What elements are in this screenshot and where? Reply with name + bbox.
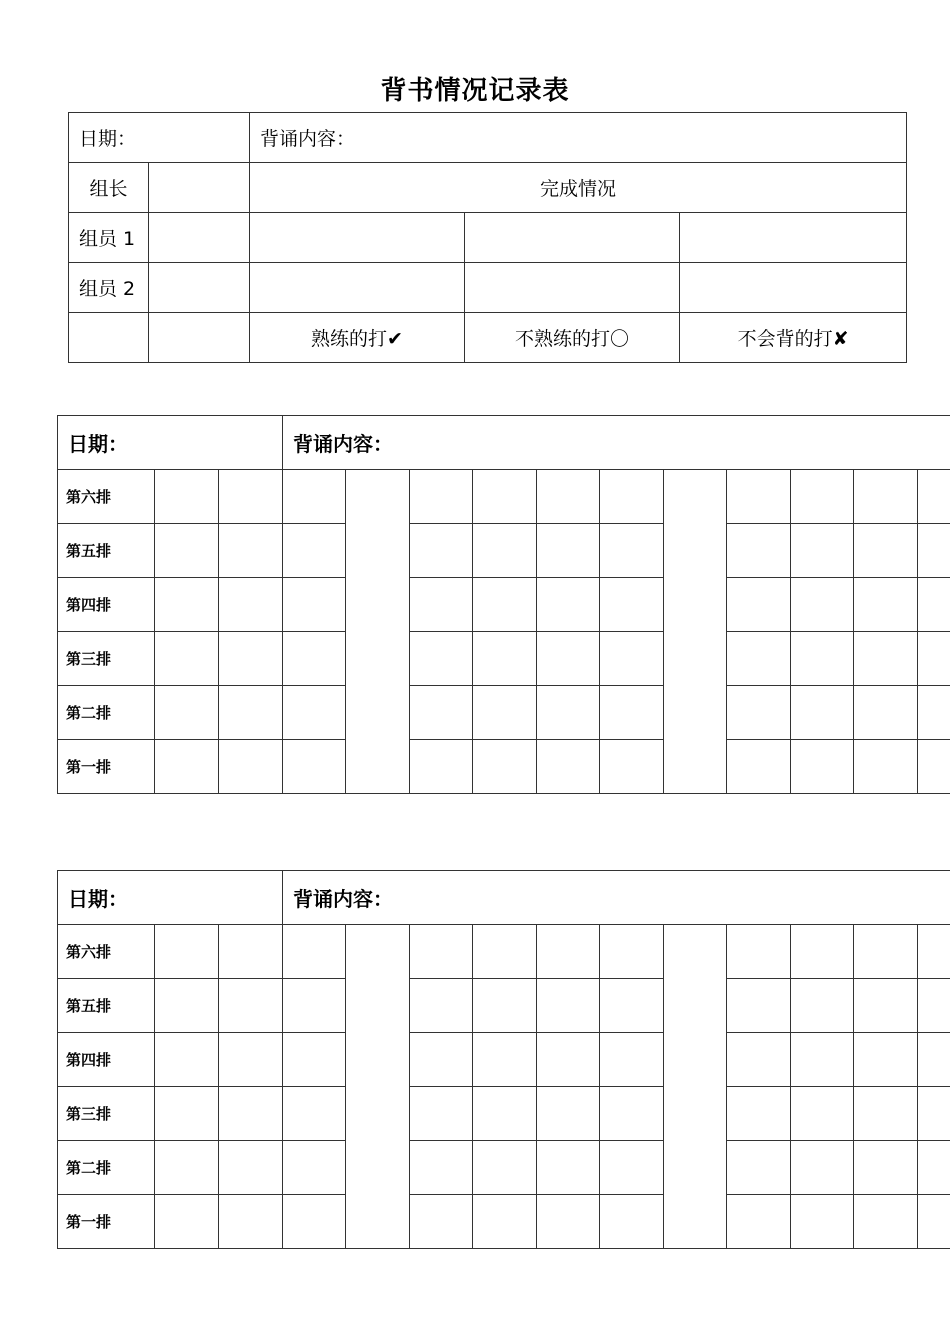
seat-cell[interactable] bbox=[155, 1087, 219, 1141]
seat-cell[interactable] bbox=[600, 979, 664, 1033]
seat-cell[interactable] bbox=[600, 1195, 664, 1249]
seat-cell[interactable] bbox=[854, 470, 918, 524]
seat-cell[interactable] bbox=[918, 1195, 950, 1249]
row-label: 第五排 bbox=[58, 979, 155, 1033]
table-row bbox=[58, 1087, 950, 1141]
seat-cell[interactable] bbox=[219, 740, 283, 794]
seat-cell[interactable] bbox=[854, 1141, 918, 1195]
seat-cell[interactable] bbox=[155, 578, 219, 632]
seat-cell[interactable] bbox=[155, 686, 219, 740]
seat-cell[interactable] bbox=[918, 470, 950, 524]
seat-cell[interactable] bbox=[600, 1141, 664, 1195]
seat-cell[interactable] bbox=[155, 470, 219, 524]
completion-header: 完成情况 bbox=[250, 163, 907, 213]
page-title: 背书情况记录表 bbox=[380, 76, 570, 106]
seat-cell[interactable] bbox=[918, 1033, 950, 1087]
seat-cell[interactable] bbox=[537, 740, 600, 794]
table-row bbox=[58, 740, 950, 794]
seat-cell[interactable] bbox=[473, 1195, 537, 1249]
seat-cell[interactable] bbox=[283, 925, 346, 979]
seat-cell[interactable] bbox=[219, 632, 283, 686]
seat-cell[interactable] bbox=[155, 1141, 219, 1195]
seat-cell[interactable] bbox=[600, 925, 664, 979]
seat-cell[interactable] bbox=[473, 1033, 537, 1087]
seat-cell[interactable] bbox=[791, 979, 854, 1033]
seat-cell[interactable] bbox=[155, 979, 219, 1033]
aisle-column bbox=[346, 470, 410, 794]
seat-cell[interactable] bbox=[918, 578, 950, 632]
seat-cell[interactable] bbox=[537, 470, 600, 524]
seat-cell[interactable] bbox=[537, 979, 600, 1033]
seat-cell[interactable] bbox=[854, 1195, 918, 1249]
member2-name-cell[interactable] bbox=[149, 263, 250, 313]
seat-cell[interactable] bbox=[791, 632, 854, 686]
table-row bbox=[58, 925, 950, 979]
group-summary-table bbox=[68, 112, 907, 363]
table-row bbox=[58, 686, 950, 740]
seat-cell[interactable] bbox=[537, 524, 600, 578]
legend-fluent: 熟练的打✔ bbox=[250, 313, 465, 363]
row-label: 第一排 bbox=[58, 1195, 155, 1249]
legend-cannot: 不会背的打✘ bbox=[680, 313, 907, 363]
seat-cell[interactable] bbox=[600, 1033, 664, 1087]
seat-cell[interactable] bbox=[219, 925, 283, 979]
seat-cell[interactable] bbox=[410, 1141, 473, 1195]
seat-cell[interactable] bbox=[537, 686, 600, 740]
seating-chart-table bbox=[57, 415, 950, 794]
blank-cell bbox=[149, 313, 250, 363]
seat-cell[interactable] bbox=[473, 470, 537, 524]
seat-cell[interactable] bbox=[473, 632, 537, 686]
seat-cell[interactable] bbox=[791, 470, 854, 524]
table-row bbox=[58, 524, 950, 578]
seat-cell[interactable] bbox=[283, 470, 346, 524]
aisle-column bbox=[346, 925, 410, 1249]
seat-cell[interactable] bbox=[727, 470, 791, 524]
table-row bbox=[58, 1033, 950, 1087]
content-label: 背诵内容： bbox=[250, 113, 907, 163]
seat-cell[interactable] bbox=[410, 686, 473, 740]
member2-result-cell[interactable] bbox=[250, 263, 465, 313]
row-label: 第三排 bbox=[58, 1087, 155, 1141]
row-label: 第六排 bbox=[58, 925, 155, 979]
seat-cell[interactable] bbox=[600, 524, 664, 578]
seat-cell[interactable] bbox=[791, 1033, 854, 1087]
seat-cell[interactable] bbox=[727, 740, 791, 794]
aisle-column bbox=[664, 470, 727, 794]
seat-cell[interactable] bbox=[791, 925, 854, 979]
seat-cell[interactable] bbox=[219, 524, 283, 578]
seat-cell[interactable] bbox=[283, 740, 346, 794]
seat-cell[interactable] bbox=[410, 524, 473, 578]
member1-name-cell[interactable] bbox=[149, 213, 250, 263]
seat-cell[interactable] bbox=[537, 1087, 600, 1141]
seat-cell[interactable] bbox=[791, 1195, 854, 1249]
member2-label: 组员 2 bbox=[69, 263, 149, 313]
seat-cell[interactable] bbox=[219, 1141, 283, 1195]
seat-cell[interactable] bbox=[600, 1087, 664, 1141]
seat-cell[interactable] bbox=[283, 686, 346, 740]
member1-result-cell[interactable] bbox=[465, 213, 680, 263]
seat-cell[interactable] bbox=[854, 925, 918, 979]
seat-cell[interactable] bbox=[537, 578, 600, 632]
seat-cell[interactable] bbox=[283, 632, 346, 686]
seat-cell[interactable] bbox=[918, 740, 950, 794]
row-label: 第二排 bbox=[58, 1141, 155, 1195]
seat-cell[interactable] bbox=[791, 1141, 854, 1195]
seat-cell[interactable] bbox=[854, 686, 918, 740]
seat-cell[interactable] bbox=[918, 1141, 950, 1195]
member1-result-cell[interactable] bbox=[680, 213, 907, 263]
seat-cell[interactable] bbox=[473, 686, 537, 740]
seat-cell[interactable] bbox=[283, 1033, 346, 1087]
seat-cell[interactable] bbox=[219, 1087, 283, 1141]
row-label: 第六排 bbox=[58, 470, 155, 524]
row-label: 第四排 bbox=[58, 1033, 155, 1087]
seat-cell[interactable] bbox=[791, 524, 854, 578]
blank-cell bbox=[69, 313, 149, 363]
legend-not-fluent: 不熟练的打〇 bbox=[465, 313, 680, 363]
aisle-column bbox=[664, 925, 727, 1249]
seat-cell[interactable] bbox=[283, 979, 346, 1033]
seat-cell[interactable] bbox=[155, 524, 219, 578]
content-label: 背诵内容： bbox=[283, 416, 950, 470]
seat-cell[interactable] bbox=[727, 1141, 791, 1195]
seat-cell[interactable] bbox=[410, 632, 473, 686]
seat-cell[interactable] bbox=[410, 578, 473, 632]
seat-cell[interactable] bbox=[410, 1195, 473, 1249]
seat-cell[interactable] bbox=[155, 632, 219, 686]
seat-cell[interactable] bbox=[727, 1033, 791, 1087]
seat-cell[interactable] bbox=[155, 1195, 219, 1249]
seat-cell[interactable] bbox=[410, 470, 473, 524]
member2-result-cell[interactable] bbox=[680, 263, 907, 313]
seat-cell[interactable] bbox=[537, 1033, 600, 1087]
leader-cell[interactable] bbox=[149, 163, 250, 213]
seat-cell[interactable] bbox=[727, 1195, 791, 1249]
seat-cell[interactable] bbox=[727, 524, 791, 578]
seat-cell[interactable] bbox=[918, 524, 950, 578]
seating-chart-table bbox=[57, 870, 950, 1249]
date-label: 日期： bbox=[58, 871, 283, 925]
row-label: 第五排 bbox=[58, 524, 155, 578]
table-row bbox=[58, 632, 950, 686]
date-label: 日期： bbox=[58, 416, 283, 470]
seat-cell[interactable] bbox=[600, 632, 664, 686]
seat-cell[interactable] bbox=[791, 578, 854, 632]
seat-cell[interactable] bbox=[283, 1141, 346, 1195]
seat-cell[interactable] bbox=[283, 1195, 346, 1249]
seat-cell[interactable] bbox=[473, 740, 537, 794]
seat-cell[interactable] bbox=[727, 979, 791, 1033]
seat-cell[interactable] bbox=[155, 740, 219, 794]
content-label: 背诵内容： bbox=[283, 871, 950, 925]
seat-cell[interactable] bbox=[537, 1141, 600, 1195]
seat-cell[interactable] bbox=[918, 686, 950, 740]
seat-cell[interactable] bbox=[854, 1033, 918, 1087]
seat-cell[interactable] bbox=[918, 632, 950, 686]
member2-result-cell[interactable] bbox=[465, 263, 680, 313]
seat-cell[interactable] bbox=[473, 1141, 537, 1195]
seat-cell[interactable] bbox=[854, 740, 918, 794]
seat-cell[interactable] bbox=[727, 925, 791, 979]
seat-cell[interactable] bbox=[600, 740, 664, 794]
member1-result-cell[interactable] bbox=[250, 213, 465, 263]
leader-label: 组长 bbox=[69, 163, 149, 213]
seat-cell[interactable] bbox=[473, 925, 537, 979]
row-label: 第二排 bbox=[58, 686, 155, 740]
seat-cell[interactable] bbox=[283, 524, 346, 578]
seat-cell[interactable] bbox=[854, 578, 918, 632]
seat-cell[interactable] bbox=[918, 925, 950, 979]
seat-cell[interactable] bbox=[854, 524, 918, 578]
seat-cell[interactable] bbox=[791, 686, 854, 740]
seat-cell[interactable] bbox=[219, 1033, 283, 1087]
seat-cell[interactable] bbox=[155, 1033, 219, 1087]
seat-cell[interactable] bbox=[410, 979, 473, 1033]
row-label: 第三排 bbox=[58, 632, 155, 686]
seat-cell[interactable] bbox=[854, 979, 918, 1033]
seat-cell[interactable] bbox=[537, 632, 600, 686]
seat-cell[interactable] bbox=[727, 578, 791, 632]
seat-cell[interactable] bbox=[791, 740, 854, 794]
seat-cell[interactable] bbox=[537, 1195, 600, 1249]
seat-cell[interactable] bbox=[727, 686, 791, 740]
seat-cell[interactable] bbox=[410, 740, 473, 794]
seat-cell[interactable] bbox=[219, 1195, 283, 1249]
seat-cell[interactable] bbox=[600, 470, 664, 524]
seat-cell[interactable] bbox=[854, 632, 918, 686]
seat-cell[interactable] bbox=[410, 1033, 473, 1087]
seat-cell[interactable] bbox=[155, 925, 219, 979]
table-row bbox=[58, 979, 950, 1033]
seat-cell[interactable] bbox=[918, 979, 950, 1033]
seat-cell[interactable] bbox=[791, 1087, 854, 1141]
seat-cell[interactable] bbox=[283, 578, 346, 632]
seat-cell[interactable] bbox=[219, 578, 283, 632]
table-row bbox=[58, 1141, 950, 1195]
table-row bbox=[58, 470, 950, 524]
member1-label: 组员 1 bbox=[69, 213, 149, 263]
seat-cell[interactable] bbox=[473, 1087, 537, 1141]
table-row bbox=[58, 1195, 950, 1249]
seat-cell[interactable] bbox=[918, 1087, 950, 1141]
seat-cell[interactable] bbox=[473, 524, 537, 578]
seat-cell[interactable] bbox=[219, 686, 283, 740]
seat-cell[interactable] bbox=[854, 1087, 918, 1141]
seat-cell[interactable] bbox=[727, 1087, 791, 1141]
seat-cell[interactable] bbox=[537, 925, 600, 979]
date-label: 日期： bbox=[69, 113, 250, 163]
seat-cell[interactable] bbox=[219, 470, 283, 524]
seat-cell[interactable] bbox=[473, 979, 537, 1033]
seat-cell[interactable] bbox=[410, 925, 473, 979]
table-row bbox=[58, 578, 950, 632]
seat-cell[interactable] bbox=[283, 1087, 346, 1141]
seat-cell[interactable] bbox=[600, 686, 664, 740]
row-label: 第四排 bbox=[58, 578, 155, 632]
seat-cell[interactable] bbox=[410, 1087, 473, 1141]
row-label: 第一排 bbox=[58, 740, 155, 794]
seat-cell[interactable] bbox=[219, 979, 283, 1033]
seat-cell[interactable] bbox=[473, 578, 537, 632]
seat-cell[interactable] bbox=[727, 632, 791, 686]
seat-cell[interactable] bbox=[600, 578, 664, 632]
